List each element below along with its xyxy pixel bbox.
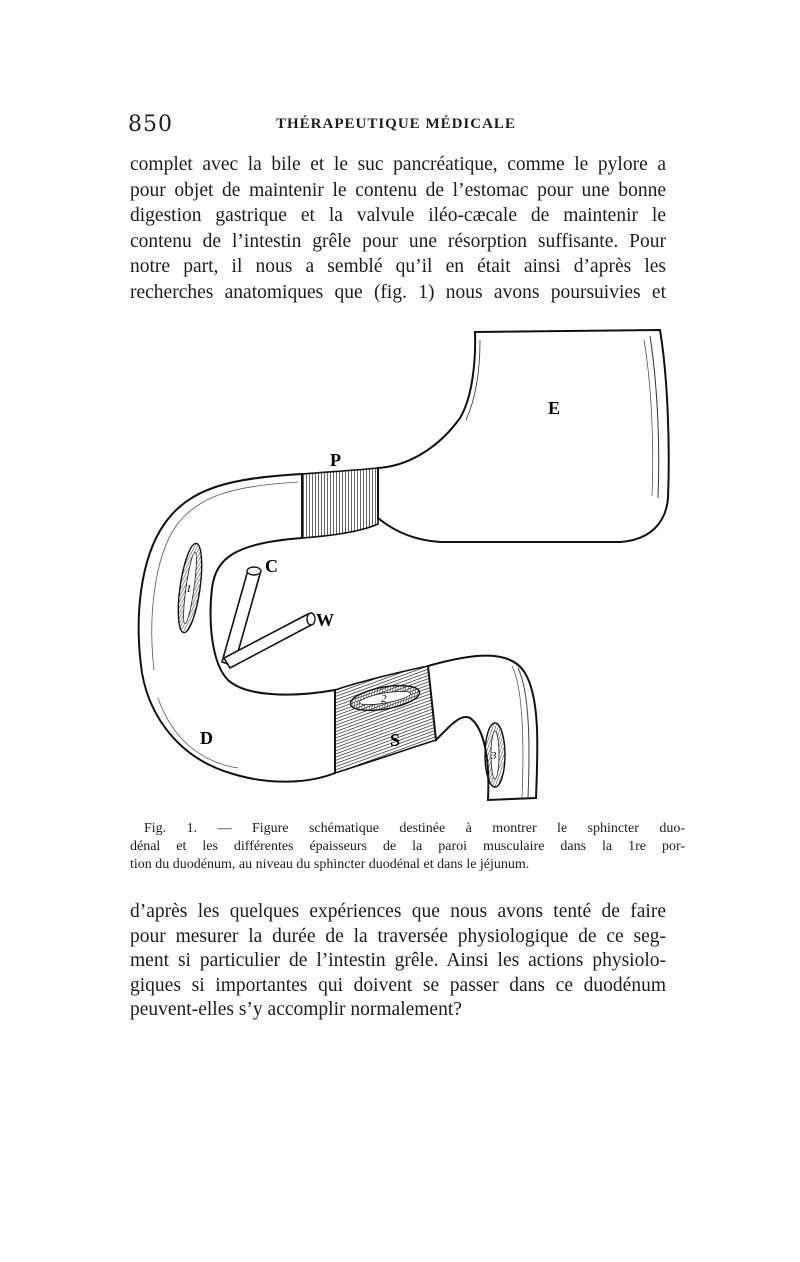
label-c: C <box>265 556 278 576</box>
caption-line: dénal et les différentes épaisseurs de la paroi musculaire dans la 1re por- <box>130 839 685 854</box>
caption-line: tion du duodénum, au niveau du sphincter duodénal et dans le jéjunum. <box>130 857 530 872</box>
text-line: pour mesurer la durée de la traversée physiologique de ce seg- <box>130 925 666 947</box>
label-e: E <box>548 398 561 418</box>
label-section-2: 2 <box>381 693 387 705</box>
figure-drawing <box>120 318 680 810</box>
page-header <box>128 112 688 142</box>
running-head: THÉRAPEUTIQUE MÉDICALE <box>276 116 516 132</box>
caption-line: Fig. 1. — Figure schématique destinée à montrer le sphincter duo- <box>144 821 685 836</box>
label-section-3: 3 <box>491 750 497 762</box>
stomach-outline <box>378 330 669 542</box>
label-section-1: 1 <box>186 583 192 595</box>
text-line: pour objet de maintenir le contenu de l’estomac pour une bonne <box>130 179 666 201</box>
duct-w-opening <box>307 613 315 625</box>
text-line: complet avec la bile et le suc pancréatique, comme le pylore a <box>130 154 666 175</box>
page-number: 850 <box>128 112 173 137</box>
body-paragraph-bottom <box>130 900 666 1023</box>
text-line: digestion gastrique et la valvule iléo-cæcale de maintenir le <box>130 205 666 226</box>
label-d: D <box>200 728 213 748</box>
label-p: P <box>330 450 341 470</box>
text-line: d’après les quelques expériences que nous avons tenté de faire <box>130 901 666 922</box>
text-line: giques si importantes qui doivent se passer dans ce duodénum <box>130 974 666 996</box>
text-line: ment si particulier de l’intestin grêle. Ainsi les actions physiolo- <box>130 950 666 971</box>
text-line: notre part, il nous a semblé qu’il en était ainsi d’après les <box>130 256 666 277</box>
label-w: W <box>316 610 334 630</box>
duct-c-opening <box>247 567 261 575</box>
anatomical-figure <box>120 318 680 810</box>
duodenal-sphincter <box>335 666 436 773</box>
body-paragraph-top <box>130 152 666 305</box>
figure-caption <box>130 820 685 874</box>
pylorus-sphincter <box>302 468 378 538</box>
label-s: S <box>390 730 401 750</box>
text-line: recherches anatomiques que (fig. 1) nous avons poursuivies et <box>130 281 666 303</box>
text-line: contenu de l’intestin grêle pour une résorption suffisante. Pour <box>130 230 666 252</box>
text-line: peuvent-elles s’y accomplir normalement? <box>130 999 462 1020</box>
